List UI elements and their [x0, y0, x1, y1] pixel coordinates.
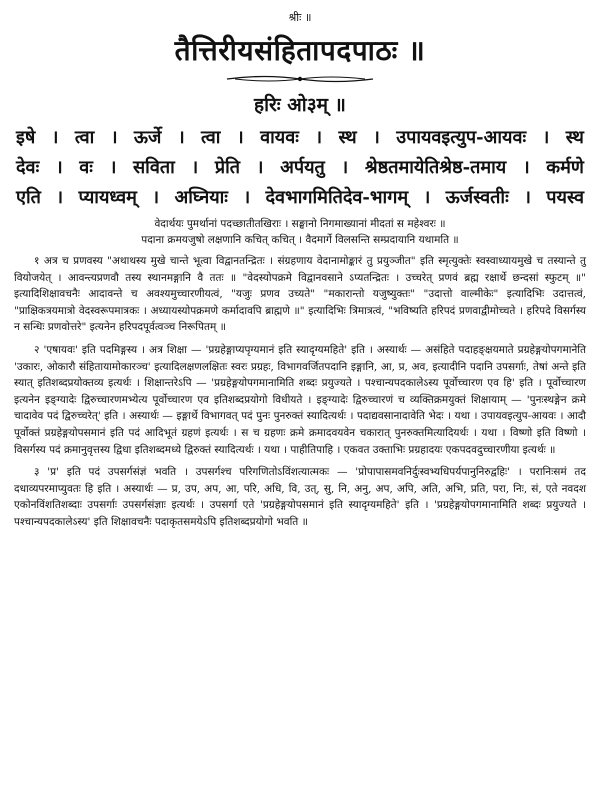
commentary-paragraph: १ अत्र च प्रणवस्य "अथाथस्य मुखे चान्ते भूत्वा विद्वानतन्द्रितः । संग्रहणाय वेदानामोङ्कारं तु प्रयुञ्जीत" इति स्मृत्युक्तेः स्वस्वाध्यायमुखे च तस्यान्ते तु वियोजयेत् । आवन्त्यप्रणवौ तस्य स्थानमङ्गानि वै ततः ॥ "वेदस्योपक्रमे विद्वानवसाने ऽप्यतन्द्रितः । उच्चरेत् प्रणवं ब्रह्म रक्षार्थे छन्दसां स्फुटम् ॥" इत्यादिशिक्षावचनैः आदावन्ते च अवश्यमुच्चारणीयत्वं, "यजुः प्रणव उच्यते" "मकारान्तो यजुष्युक्तः" "उदात्तो वाल्मीकेः" इत्यादिभिः उदात्तत्वं, "प्राक्षिकत्रयमात्रो वेदस्वरूपमात्रकः । अध्यायस्योपक्रमणे कर्मादावपि ब्राह्मणे ॥" इत्यादिभिः त्रिमात्रत्वं, "भविष्यति हरिपदं प्रणवाद्वीमोच्चते । हरिपदे विसर्गस्य न सन्धिः प्रणवोत्तरे" इत्यनेन हरिपदपूर्वत्वञ्च निरूपितम् ॥ — [14, 255, 586, 334]
top-mark: श्रीः ॥ — [288, 11, 312, 24]
pada-word: ऊर्जे — [133, 127, 162, 148]
verse-block — [14, 217, 586, 247]
danda-separator: । — [152, 187, 160, 208]
danda-separator: । — [524, 187, 531, 208]
pada-word: स्थ — [338, 127, 357, 148]
pada-word: पयस्व — [546, 187, 584, 208]
ornament-divider — [225, 73, 375, 85]
pada-text-block — [14, 125, 586, 209]
pada-line — [16, 155, 584, 179]
pada-line — [16, 185, 584, 209]
danda-separator: । — [522, 157, 530, 178]
verse-line: वेदार्थयः पुमर्थानां पदच्छातीतखिराः । सङ्घानो निगमाख्यानां मीदतां स महेश्वरः ॥ — [154, 218, 446, 230]
danda-separator: । — [191, 157, 199, 178]
pada-word: वायवः — [260, 127, 299, 148]
pada-word: स्थ — [565, 127, 584, 148]
pada-word: त्वा — [74, 127, 95, 148]
invocation-line: हरिः ओ३म् ॥ — [254, 94, 346, 116]
pada-word: ऊर्जस्वतीः — [445, 187, 509, 208]
danda-separator: । — [373, 127, 380, 148]
verse-line: पदाना क्रमयजुषो लक्षणानि कचित् कचित् । वैदमार्गे विलसन्ति सम्प्रदायानि यथामति ॥ — [141, 234, 459, 246]
pada-word: देवः — [16, 157, 40, 178]
commentary-paragraph: २ 'एषायवः' इति पदमिङ्गस्य । अत्र शिक्षा — 'प्रग्रहेङ्गाप्यपृग्यमानं इति स्यादृग्यमहिते' इति । अस्यार्थः — असंहिते पदाहङ्क्षयमाते प्रग्रहेङ्गयोपगमानेति 'उकारः, ओकारौ संहितायामोकारञ्च' इत्यादिलक्षणलक्षितः स्वरः प्रग्रहः, विभागवर्जितपदानि इङ्गानि, आ, प्र, अव, इत्यादीनि पदानि उपसर्गाः, तेषां अन्ते इति स्यात् इतिशब्दप्रयोक्तव्य इत्यर्थः । शिक्षान्तरेऽपि — 'प्रग्रहेङ्गयोपगमानामिति शब्दः प्रयुज्यते । पश्चान्यपदकालेऽस्य पूर्वोच्चारण एव हि' इति । पूर्वोच्चारण इत्यनेन इङ्ग्यादेः द्विरुच्चारणमभ्येत्य पूर्वोच्चारण एव इतिशब्दप्रयोगो विधीयते । इङ्ग्यादेः द्विरुच्चारणं च व्यक्तिक्रमयुक्तं शिक्षायाम् — 'पुनःस्थङ्गेन क्रमे चादावेव पदं द्विरुच्चरेत्' इति । अस्यार्थः — इङ्गार्थे विभागवत् पदं पुनः पुनरुक्तं स्यादित्यर्थः । पदाद्यवसानादावेति भेदः । यथा । उपायवइत्युप-आयवः । आदौ पूर्वोक्तं प्रग्रहेङ्गयोपसमानं इति पदं आदिभूतं ग्रहणं इत्यर्थः । स च ग्रहणः क्रमे क्रमादवयवेन चकारात् पुनरुक्तमित्यादियर्थः । यथा । विष्णो इति विष्णो । विसर्गस्य पदं क्रमानुवृत्तस्य द्विधा इतिशब्दमध्ये द्विरुक्तं स्यादित्यर्थः । यथा । पाहीतिपाहि । एकवत उक्ताभिः प्रग्रहादयः एकपदवदुच्चारणीया इत्यर्थः ॥ — [14, 343, 586, 456]
danda-separator: । — [55, 157, 63, 178]
danda-separator: । — [51, 127, 59, 148]
danda-separator: । — [423, 187, 431, 208]
danda-separator: । — [341, 157, 349, 178]
danda-separator: । — [110, 127, 118, 148]
pada-word: देवभागमितिदेव-भागम् — [265, 187, 409, 208]
pada-word: प्यायध्वम् — [78, 187, 137, 208]
pada-word: इषे — [16, 127, 36, 148]
pada-word: कर्मणे — [546, 157, 584, 178]
pada-word: प्रेति — [214, 157, 241, 178]
pada-word: वः — [79, 157, 93, 178]
danda-separator: । — [542, 127, 550, 148]
pada-word: त्वा — [201, 127, 221, 148]
pada-word: श्रेष्ठतमायेतिश्रेष्ठ-तमाय — [364, 157, 507, 178]
danda-separator: । — [56, 187, 64, 208]
danda-separator: । — [315, 127, 323, 148]
pada-word: अर्पयतु — [280, 157, 325, 178]
pada-word: अघ्नियाः — [174, 187, 228, 208]
danda-separator: । — [236, 127, 244, 148]
pada-word: उपायवइत्युप-आयवः — [396, 127, 527, 148]
danda-separator: । — [177, 127, 185, 148]
pada-line — [16, 125, 584, 149]
pada-word: सविता — [133, 157, 175, 178]
pada-word: एति — [16, 187, 41, 208]
danda-separator: । — [256, 157, 264, 178]
page-title: तैत्तिरीयसंहितापदपाठः ॥ — [174, 34, 426, 67]
danda-separator: । — [109, 157, 117, 178]
danda-separator: । — [243, 187, 251, 208]
commentary-paragraph: ३ 'प्र' इति पदं उपसर्गसंज्ञं भवति । उपसर्गश्च परिगणितोऽविंशत्यात्मकः — 'प्रोपापासमवनिर्दुःस्वभ्यधिपर्यपानुनिरुद्वहिः' । परानिःसमं तद दधाव्यपरमाप्युवतः हि इति । अस्यार्थः — प्र, उप, अप, आ, परि, अधि, वि, उत्, सु, नि, अनु, अप, अपि, अति, अभि, प्रति, परा, निः, सं, एते नवदश एकोनविंशतिशब्दाः उपसर्गाः उपसर्गसंज्ञाः इत्यर्थः । उपसर्गा एते 'प्रग्रहेङ्गयोपसमानं इति स्यादृग्यमहिते' इति । 'प्रग्रहेङ्गयोपगमानामिति शब्दः प्रयुज्यते । पश्चान्यपदकालेऽस्य' इति शिक्षावचनैः पदाकृतसमयेऽपि इतिशब्दप्रयोगो भवति ॥ — [14, 466, 586, 528]
